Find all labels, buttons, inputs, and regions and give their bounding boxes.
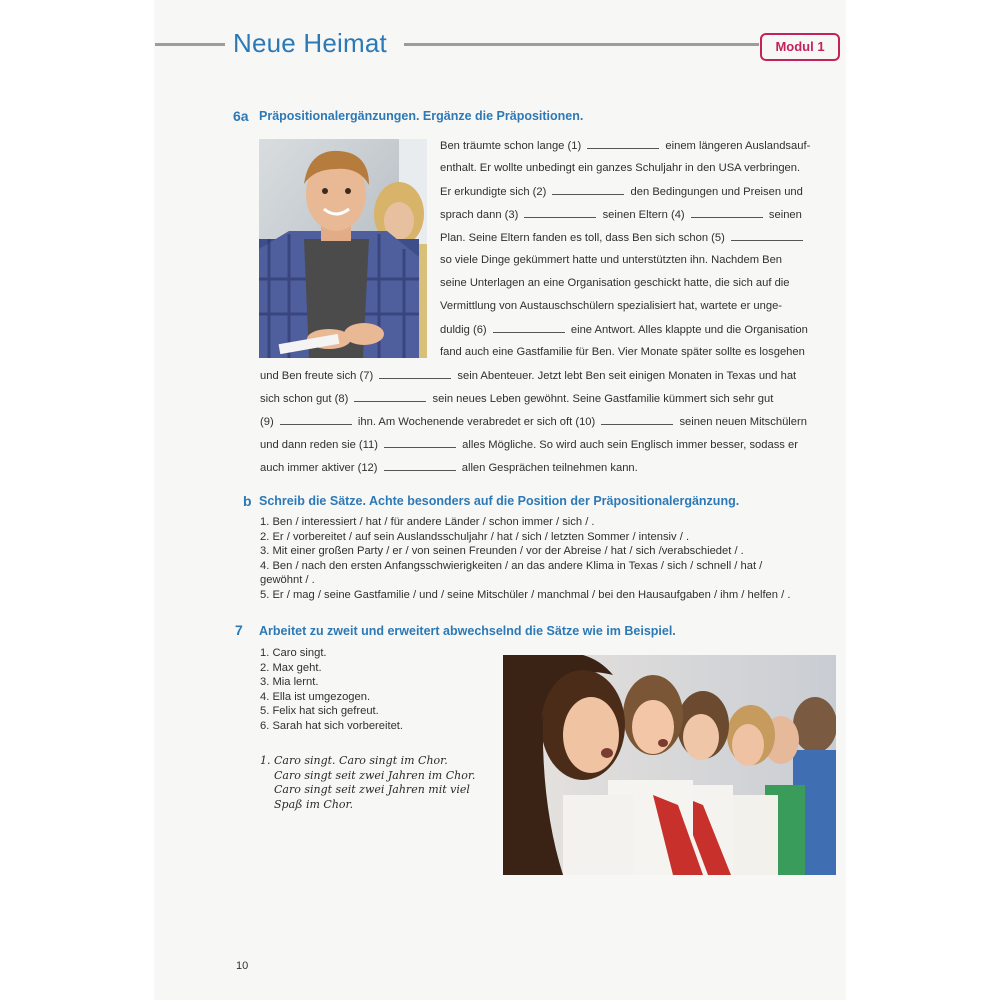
text-line bbox=[260, 438, 798, 451]
text-segment: Er erkundigte sich (2) bbox=[440, 186, 550, 198]
header-rule-left bbox=[155, 43, 225, 46]
answer-blank[interactable] bbox=[379, 369, 451, 379]
text-segment: Plan. Seine Eltern fanden es toll, dass Ben sich schon (5) bbox=[440, 232, 728, 244]
answer-blank[interactable] bbox=[587, 139, 659, 149]
list-item: 4. Ben / nach den ersten Anfangsschwierigkeiten / an das andere Klima in Texas / sich / schnell / hat / bbox=[260, 559, 763, 572]
text-line bbox=[440, 208, 802, 221]
header-rule-right bbox=[404, 43, 759, 46]
example-line: Caro singt seit zwei Jahren im Chor. bbox=[274, 768, 476, 782]
answer-blank[interactable] bbox=[493, 323, 565, 333]
example-line: Spaß im Chor. bbox=[274, 797, 354, 811]
list-item: 3. Mia lernt. bbox=[260, 676, 319, 689]
answer-blank[interactable] bbox=[354, 392, 426, 402]
list-item: 5. Er / mag / seine Gastfamilie / und / seine Mitschüler / manchmal / bei den Hausaufgaben / ihm / helfen / . bbox=[260, 588, 791, 601]
exercise-6a-number: 6a bbox=[233, 108, 249, 124]
module-badge: Modul 1 bbox=[760, 33, 840, 61]
text-segment: Ben träumte schon lange (1) bbox=[440, 140, 585, 152]
choir-photo bbox=[503, 655, 836, 875]
answer-blank[interactable] bbox=[384, 438, 456, 448]
exercise-6b-list bbox=[260, 515, 790, 603]
text-segment: fand auch eine Gastfamilie für Ben. Vier Monate später sollte es losgehen bbox=[440, 346, 805, 358]
example-line: 1. Caro singt. Caro singt im Chor. bbox=[260, 754, 448, 767]
answer-blank[interactable] bbox=[601, 415, 673, 425]
text-segment: auch immer aktiver (12) bbox=[260, 462, 381, 474]
text-line bbox=[260, 392, 773, 405]
text-line bbox=[440, 300, 782, 312]
text-line bbox=[260, 369, 796, 382]
answer-blank[interactable] bbox=[552, 185, 624, 195]
page-title: Neue Heimat bbox=[233, 28, 387, 58]
text-line bbox=[440, 254, 782, 266]
text-line bbox=[260, 415, 807, 428]
exercise-6a-heading: Präpositionalergänzungen. Ergänze die Präpositionen. bbox=[259, 109, 584, 123]
text-segment: alles Mögliche. So wird auch sein Englisch immer besser, sodass er bbox=[459, 439, 798, 451]
page-number: 10 bbox=[236, 960, 249, 972]
answer-blank[interactable] bbox=[384, 461, 456, 471]
list-item: 1. Ben / interessiert / hat / für andere Länder / schon immer / sich / . bbox=[260, 516, 595, 528]
text-segment: seinen bbox=[765, 209, 802, 221]
answer-blank[interactable] bbox=[731, 231, 803, 241]
exercise-6b-heading: Schreib die Sätze. Achte besonders auf die Position der Präpositionalergänzung. bbox=[259, 494, 740, 508]
text-segment: sprach dann (3) bbox=[440, 209, 522, 221]
text-line bbox=[440, 185, 803, 198]
list-item: 3. Mit einer großen Party / er / von seinen Freunden / vor der Abreise / hat / sich /verabschiedet / . bbox=[260, 545, 744, 558]
answer-blank[interactable] bbox=[691, 208, 763, 218]
text-segment: und dann reden sie (11) bbox=[260, 439, 382, 451]
text-segment: eine Antwort. Alles klappte und die Organisation bbox=[567, 324, 808, 336]
text-segment: seinen neuen Mitschülern bbox=[676, 416, 807, 428]
text-segment: seine Unterlagen an eine Organisation geschickt hatte, die sich auf die bbox=[440, 277, 790, 289]
text-line bbox=[440, 231, 806, 244]
example-line: Caro singt seit zwei Jahren mit viel bbox=[274, 783, 470, 796]
list-item: 2. Max geht. bbox=[260, 661, 322, 674]
text-segment: und Ben freute sich (7) bbox=[260, 370, 377, 382]
text-segment: sein neues Leben gewöhnt. Seine Gastfamilie kümmert sich sehr gut bbox=[429, 393, 774, 405]
list-item: gewöhnt / . bbox=[260, 574, 315, 587]
text-segment: so viele Dinge gekümmert hatte und unterstützten ihn. Nachdem Ben bbox=[440, 254, 783, 266]
text-segment: duldig (6) bbox=[440, 324, 490, 336]
list-item: 5. Felix hat sich gefreut. bbox=[260, 705, 379, 718]
exercise-6b-number: b bbox=[243, 493, 252, 509]
answer-blank[interactable] bbox=[280, 415, 352, 425]
text-segment: sein Abenteuer. Jetzt lebt Ben seit einigen Monaten in Texas und hat bbox=[454, 370, 797, 382]
text-line bbox=[440, 346, 805, 358]
list-item: 6. Sarah hat sich vorbereitet. bbox=[260, 719, 404, 732]
text-segment: sich schon gut (8) bbox=[260, 393, 352, 405]
text-line bbox=[440, 162, 800, 174]
list-item: 2. Er / vorbereitet / auf sein Auslandsschuljahr / hat / sich / letzten Sommer / intensiv / . bbox=[260, 530, 690, 543]
text-segment: allen Gesprächen teilnehmen kann. bbox=[458, 462, 638, 474]
list-item: 1. Caro singt. bbox=[260, 647, 327, 659]
exercise-7-list bbox=[260, 646, 403, 734]
text-line bbox=[440, 323, 808, 336]
text-line bbox=[260, 461, 638, 474]
answer-blank[interactable] bbox=[524, 208, 596, 218]
text-line bbox=[440, 139, 810, 152]
list-item: 4. Ella ist umgezogen. bbox=[260, 690, 371, 703]
example-answer bbox=[260, 754, 475, 812]
text-segment: (9) bbox=[260, 416, 277, 428]
text-segment: seinen Eltern (4) bbox=[599, 209, 688, 221]
text-segment: Vermittlung von Austauschschülern spezialisiert hat, wartete er unge- bbox=[440, 300, 783, 312]
exercise-7-number: 7 bbox=[235, 622, 243, 638]
text-segment: enthalt. Er wollte unbedingt ein ganzes Schuljahr in den USA verbringen. bbox=[440, 162, 801, 174]
student-photo bbox=[259, 139, 427, 358]
text-segment: einem längeren Auslandsauf- bbox=[662, 140, 811, 152]
text-segment: den Bedingungen und Preisen und bbox=[627, 186, 803, 198]
exercise-7-heading: Arbeitet zu zweit und erweitert abwechselnd die Sätze wie im Beispiel. bbox=[259, 624, 676, 638]
text-segment: ihn. Am Wochenende verabredet er sich oft (10) bbox=[354, 416, 599, 428]
text-line bbox=[440, 277, 790, 289]
